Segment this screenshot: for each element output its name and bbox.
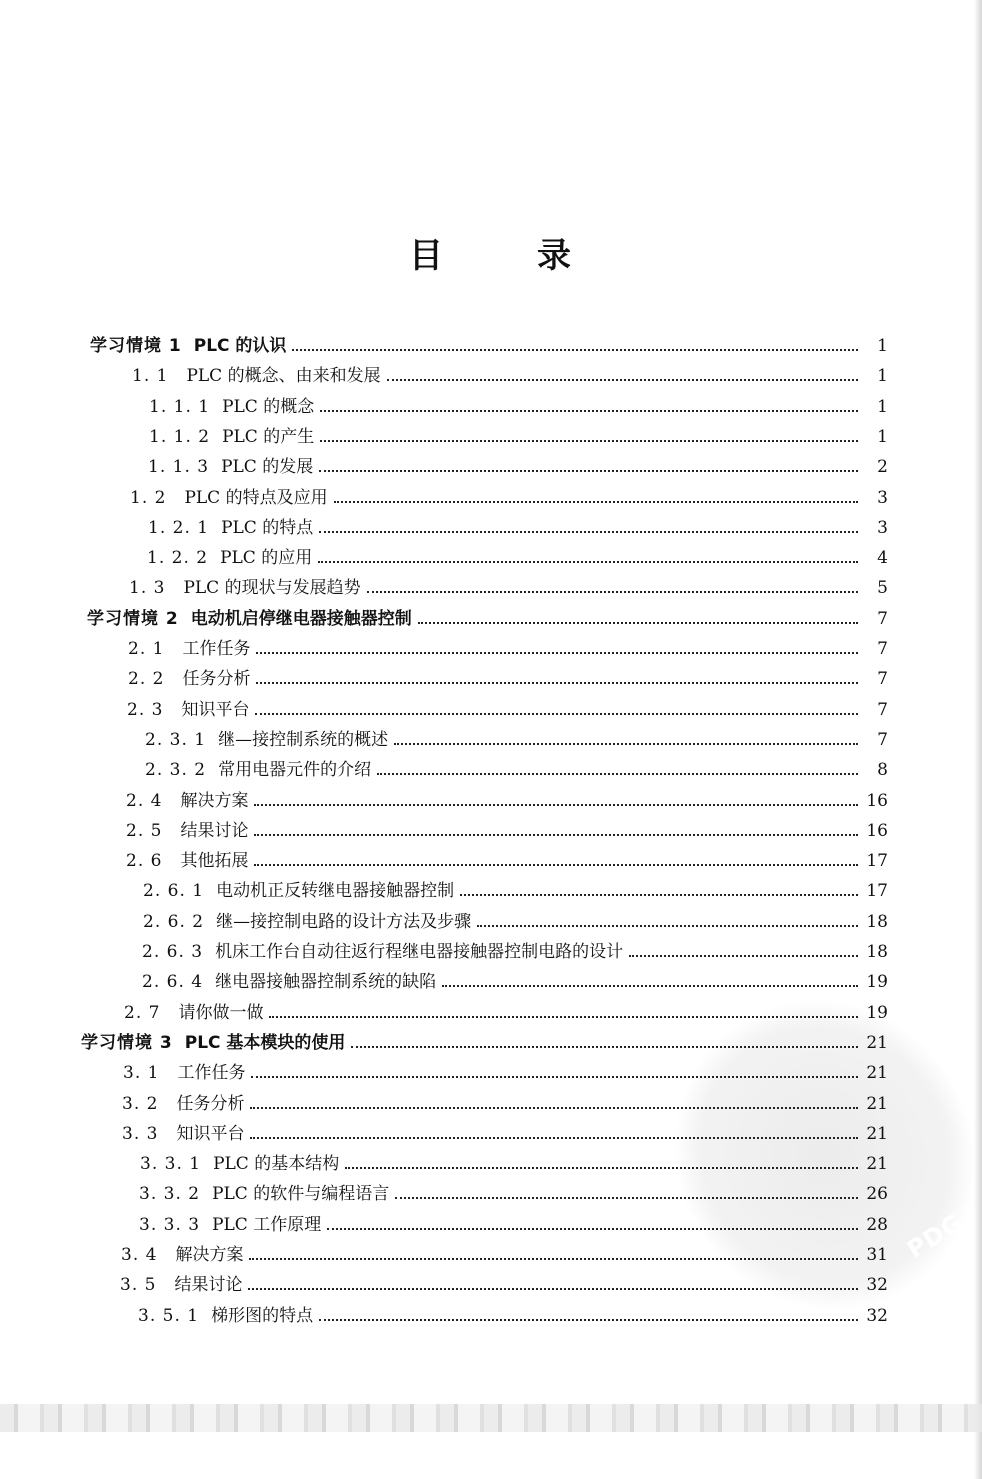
toc-entry-label — [128, 634, 250, 659]
toc-entry — [87, 603, 888, 629]
toc-leader-dots — [292, 348, 858, 351]
toc-entry-title: PLC 的认识 — [193, 336, 287, 356]
toc-entry — [126, 845, 888, 871]
toc-entry-title: 继—接控制电路的设计方法及步骤 — [216, 912, 472, 932]
toc-entry-number: 2. 6 — [126, 851, 163, 871]
toc-entry-label — [143, 907, 471, 932]
toc-leader-dots — [327, 1227, 858, 1230]
toc-leader-dots — [248, 1287, 858, 1290]
toc-entry-title: 解决方案 — [180, 791, 249, 811]
toc-entry-label — [138, 1301, 313, 1326]
toc-leader-dots — [460, 893, 858, 896]
toc-leader-dots — [254, 803, 858, 806]
toc-entry-number: 3. 5 — [120, 1275, 157, 1295]
toc-entry-number: 2. 6. 4 — [142, 972, 204, 992]
toc-entry-title: 知识平台 — [176, 1124, 245, 1144]
toc-entry-number: 1. 3 — [129, 578, 166, 598]
toc-entry — [128, 633, 888, 659]
toc-entry-number: 2. 3. 2 — [145, 760, 207, 780]
page-title-char-2: 录 — [537, 236, 573, 276]
toc-entry-title: 常用电器元件的介绍 — [218, 760, 372, 780]
toc-entry-label — [121, 1240, 243, 1265]
toc-entry — [124, 997, 888, 1023]
toc-leader-dots — [254, 833, 858, 836]
toc-entry-label — [147, 543, 312, 568]
toc-entry-label — [148, 513, 313, 538]
toc-leader-dots — [367, 590, 858, 593]
toc-entry-number: 1. 2. 2 — [147, 548, 209, 568]
toc-entry-page: 18 — [866, 912, 888, 932]
toc-entry-label — [142, 937, 623, 962]
toc-entry — [143, 906, 888, 932]
toc-entry — [122, 1088, 888, 1114]
toc-entry-number: 1. 1 — [132, 366, 169, 386]
toc-entry-label — [127, 695, 249, 720]
toc-entry-number: 3. 1 — [123, 1063, 160, 1083]
toc-entry-page: 7 — [877, 669, 888, 689]
toc-leader-dots — [256, 681, 858, 684]
toc-entry-number: 2. 6. 1 — [143, 881, 205, 901]
toc-entry-page: 21 — [866, 1033, 888, 1053]
toc-entry-title: 知识平台 — [181, 700, 250, 720]
toc-entry-page: 19 — [866, 972, 888, 992]
toc-entry-number: 3. 3. 3 — [139, 1215, 201, 1235]
toc-entry-number: 2. 6. 2 — [143, 912, 205, 932]
toc-entry-number: 1. 1. 3 — [148, 457, 210, 477]
toc-entry-title: 解决方案 — [175, 1245, 244, 1265]
toc-entry-page: 19 — [866, 1003, 888, 1023]
watermark-text: PDG — [902, 1208, 969, 1264]
toc-leader-dots — [394, 742, 858, 745]
toc-entry-label — [122, 1089, 244, 1114]
toc-entry-title: 机床工作台自动往返行程继电器接触器控制电路的设计 — [215, 942, 624, 962]
toc-entry-label — [145, 755, 371, 780]
toc-entry-number: 学习情境 2 — [87, 609, 179, 629]
toc-entry — [145, 724, 888, 750]
toc-leader-dots — [442, 984, 858, 987]
toc-leader-dots — [319, 1318, 858, 1321]
toc-entry-number: 3. 3 — [122, 1124, 159, 1144]
toc-entry-number: 2. 1 — [128, 639, 165, 659]
toc-entry-title: PLC 的基本结构 — [213, 1154, 340, 1174]
toc-entry-title: 任务分析 — [176, 1094, 245, 1114]
toc-entry — [132, 360, 888, 386]
toc-entry-label — [90, 331, 286, 356]
toc-entry-label — [140, 1149, 339, 1174]
toc-entry-title: PLC 的产生 — [222, 427, 315, 447]
toc-entry-label — [126, 786, 248, 811]
toc-entry-number: 3. 5. 1 — [138, 1306, 200, 1326]
toc-leader-dots — [319, 469, 858, 472]
toc-entry-title: 工作任务 — [177, 1063, 246, 1083]
toc-entry-title: PLC 的发展 — [221, 457, 314, 477]
toc-entry-number: 3. 3. 2 — [139, 1184, 201, 1204]
toc-entry-page: 18 — [866, 942, 888, 962]
toc-entry — [149, 391, 888, 417]
toc-entry-title: PLC 的应用 — [220, 548, 313, 568]
toc-entry-page: 17 — [866, 881, 888, 901]
toc-entry-label — [81, 1028, 345, 1053]
scan-artifact-strip — [0, 1404, 982, 1432]
toc-entry-page: 8 — [877, 760, 888, 780]
toc-entry-number: 学习情境 1 — [90, 336, 182, 356]
toc-entry-page: 21 — [866, 1094, 888, 1114]
toc-entry-number: 3. 4 — [121, 1245, 158, 1265]
toc-entry — [142, 966, 888, 992]
toc-leader-dots — [249, 1257, 858, 1260]
toc-entry-number: 2. 3 — [127, 700, 164, 720]
toc-entry — [148, 451, 888, 477]
toc-leader-dots — [387, 378, 858, 381]
toc-entry — [90, 330, 888, 356]
toc-entry-page: 1 — [877, 336, 888, 356]
toc-entry-number: 3. 3. 1 — [140, 1154, 202, 1174]
toc-leader-dots — [629, 954, 858, 957]
toc-entry-title: 电动机启停继电器接触器控制 — [190, 609, 412, 629]
toc-entry-label — [143, 876, 454, 901]
toc-leader-dots — [256, 651, 858, 654]
toc-entry — [140, 1148, 888, 1174]
toc-entry-label — [139, 1210, 321, 1235]
toc-entry-page: 16 — [866, 821, 888, 841]
toc-entry-page: 2 — [877, 457, 888, 477]
toc-entry-title: PLC 的软件与编程语言 — [212, 1184, 390, 1204]
toc-leader-dots — [269, 1015, 858, 1018]
toc-entry-label — [122, 1119, 244, 1144]
toc-entry — [129, 572, 888, 598]
toc-entry-page: 3 — [877, 518, 888, 538]
toc-entry-number: 3. 2 — [122, 1094, 159, 1114]
toc-leader-dots — [345, 1166, 858, 1169]
toc-entry-label — [123, 1058, 245, 1083]
page-title-char-1: 目 — [409, 236, 445, 276]
toc-entry-page: 26 — [866, 1184, 888, 1204]
toc-entry — [123, 1057, 888, 1083]
toc-entry-title: 工作任务 — [182, 639, 251, 659]
toc-leader-dots — [418, 621, 858, 624]
toc-entry-page: 1 — [877, 427, 888, 447]
toc-entry-page: 7 — [877, 639, 888, 659]
toc-entry-label — [124, 998, 263, 1023]
toc-entry-number: 1. 1. 2 — [149, 427, 211, 447]
toc-entry — [126, 785, 888, 811]
toc-entry-number: 2. 7 — [124, 1003, 161, 1023]
toc-entry-page: 31 — [866, 1245, 888, 1265]
toc-entry-label — [126, 846, 248, 871]
toc-entry-number: 1. 1. 1 — [149, 397, 211, 417]
toc-entry — [142, 936, 888, 962]
toc-entry — [127, 694, 888, 720]
toc-entry-label — [126, 816, 248, 841]
toc-entry-title: 请你做一做 — [178, 1003, 264, 1023]
toc-entry — [145, 754, 888, 780]
toc-entry — [139, 1178, 888, 1204]
toc-leader-dots — [250, 1106, 858, 1109]
toc-entry-label — [120, 1270, 242, 1295]
toc-entry-label — [132, 361, 381, 386]
toc-entry-title: 结果讨论 — [174, 1275, 243, 1295]
toc-entry-page: 21 — [866, 1124, 888, 1144]
toc-entry-title: PLC 的现状与发展趋势 — [183, 578, 361, 598]
toc-entry-label — [142, 967, 436, 992]
toc-entry-title: 任务分析 — [182, 669, 251, 689]
toc-entry-label — [128, 664, 250, 689]
toc-entry-page: 17 — [866, 851, 888, 871]
toc-entry-page: 3 — [877, 488, 888, 508]
toc-leader-dots — [395, 1196, 858, 1199]
toc-entry-page: 1 — [877, 397, 888, 417]
toc-entry-number: 1. 2. 1 — [148, 518, 210, 538]
toc-entry — [149, 421, 888, 447]
toc-entry-page: 7 — [877, 609, 888, 629]
toc-leader-dots — [250, 1136, 858, 1139]
toc-entry — [121, 1239, 888, 1265]
toc-entry-label — [130, 483, 328, 508]
toc-entry — [138, 1300, 888, 1326]
toc-entry — [139, 1209, 888, 1235]
toc-entry — [126, 815, 888, 841]
toc-entry-page: 7 — [877, 700, 888, 720]
toc-entry-page: 5 — [877, 578, 888, 598]
toc-entry-number: 2. 3. 1 — [145, 730, 207, 750]
toc-entry-number: 2. 6. 3 — [142, 942, 204, 962]
toc-entry-title: PLC 工作原理 — [212, 1215, 322, 1235]
toc-entry-label — [148, 452, 313, 477]
toc-entry-title: 梯形图的特点 — [211, 1306, 314, 1326]
toc-entry — [148, 512, 888, 538]
toc-entry-label — [145, 725, 388, 750]
toc-leader-dots — [320, 439, 858, 442]
toc-entry-label — [87, 604, 412, 629]
toc-entry-title: 继—接控制系统的概述 — [218, 730, 389, 750]
toc-leader-dots — [318, 560, 858, 563]
toc-leader-dots — [254, 863, 858, 866]
toc-entry — [143, 875, 888, 901]
toc-entry — [81, 1027, 888, 1053]
toc-leader-dots — [351, 1045, 858, 1048]
toc-entry-label — [149, 392, 314, 417]
toc-leader-dots — [377, 772, 858, 775]
toc-entry-page: 7 — [877, 730, 888, 750]
toc-entry-title: PLC 基本模块的使用 — [184, 1033, 346, 1053]
toc-entry-title: 电动机正反转继电器接触器控制 — [216, 881, 455, 901]
toc-entry-number: 1. 2 — [130, 488, 167, 508]
toc-leader-dots — [320, 409, 858, 412]
toc-entry-label — [129, 573, 361, 598]
toc-entry — [120, 1269, 888, 1295]
toc-entry-page: 21 — [866, 1063, 888, 1083]
toc-entry-page: 32 — [866, 1306, 888, 1326]
toc-entry — [130, 482, 888, 508]
toc-entry-page: 4 — [877, 548, 888, 568]
toc-leader-dots — [251, 1075, 858, 1078]
toc-entry-page: 21 — [866, 1154, 888, 1174]
toc-entry — [128, 663, 888, 689]
toc-entry-number: 2. 5 — [126, 821, 163, 841]
toc-entry-title: PLC 的特点及应用 — [184, 488, 328, 508]
toc-entry-title: 其他拓展 — [180, 851, 249, 871]
toc-leader-dots — [477, 924, 858, 927]
toc-entry-page: 1 — [877, 366, 888, 386]
toc-entry-number: 学习情境 3 — [81, 1033, 173, 1053]
toc-entry-label — [139, 1179, 389, 1204]
toc-entry-number: 2. 2 — [128, 669, 165, 689]
toc-entry-page: 28 — [866, 1215, 888, 1235]
toc-entry — [122, 1118, 888, 1144]
toc-leader-dots — [319, 530, 858, 533]
toc-entry-title: 继电器接触器控制系统的缺陷 — [215, 972, 437, 992]
toc-entry-title: PLC 的特点 — [221, 518, 314, 538]
toc-entry-title: 结果讨论 — [180, 821, 249, 841]
toc-entry-title: PLC 的概念 — [222, 397, 315, 417]
toc-entry-label — [149, 422, 314, 447]
toc-entry-number: 2. 4 — [126, 791, 163, 811]
toc-entry — [147, 542, 888, 568]
toc-entry-page: 32 — [866, 1275, 888, 1295]
toc-entry-page: 16 — [866, 791, 888, 811]
toc-leader-dots — [334, 500, 858, 503]
toc-entry-title: PLC 的概念、由来和发展 — [186, 366, 381, 386]
toc-leader-dots — [255, 712, 858, 715]
